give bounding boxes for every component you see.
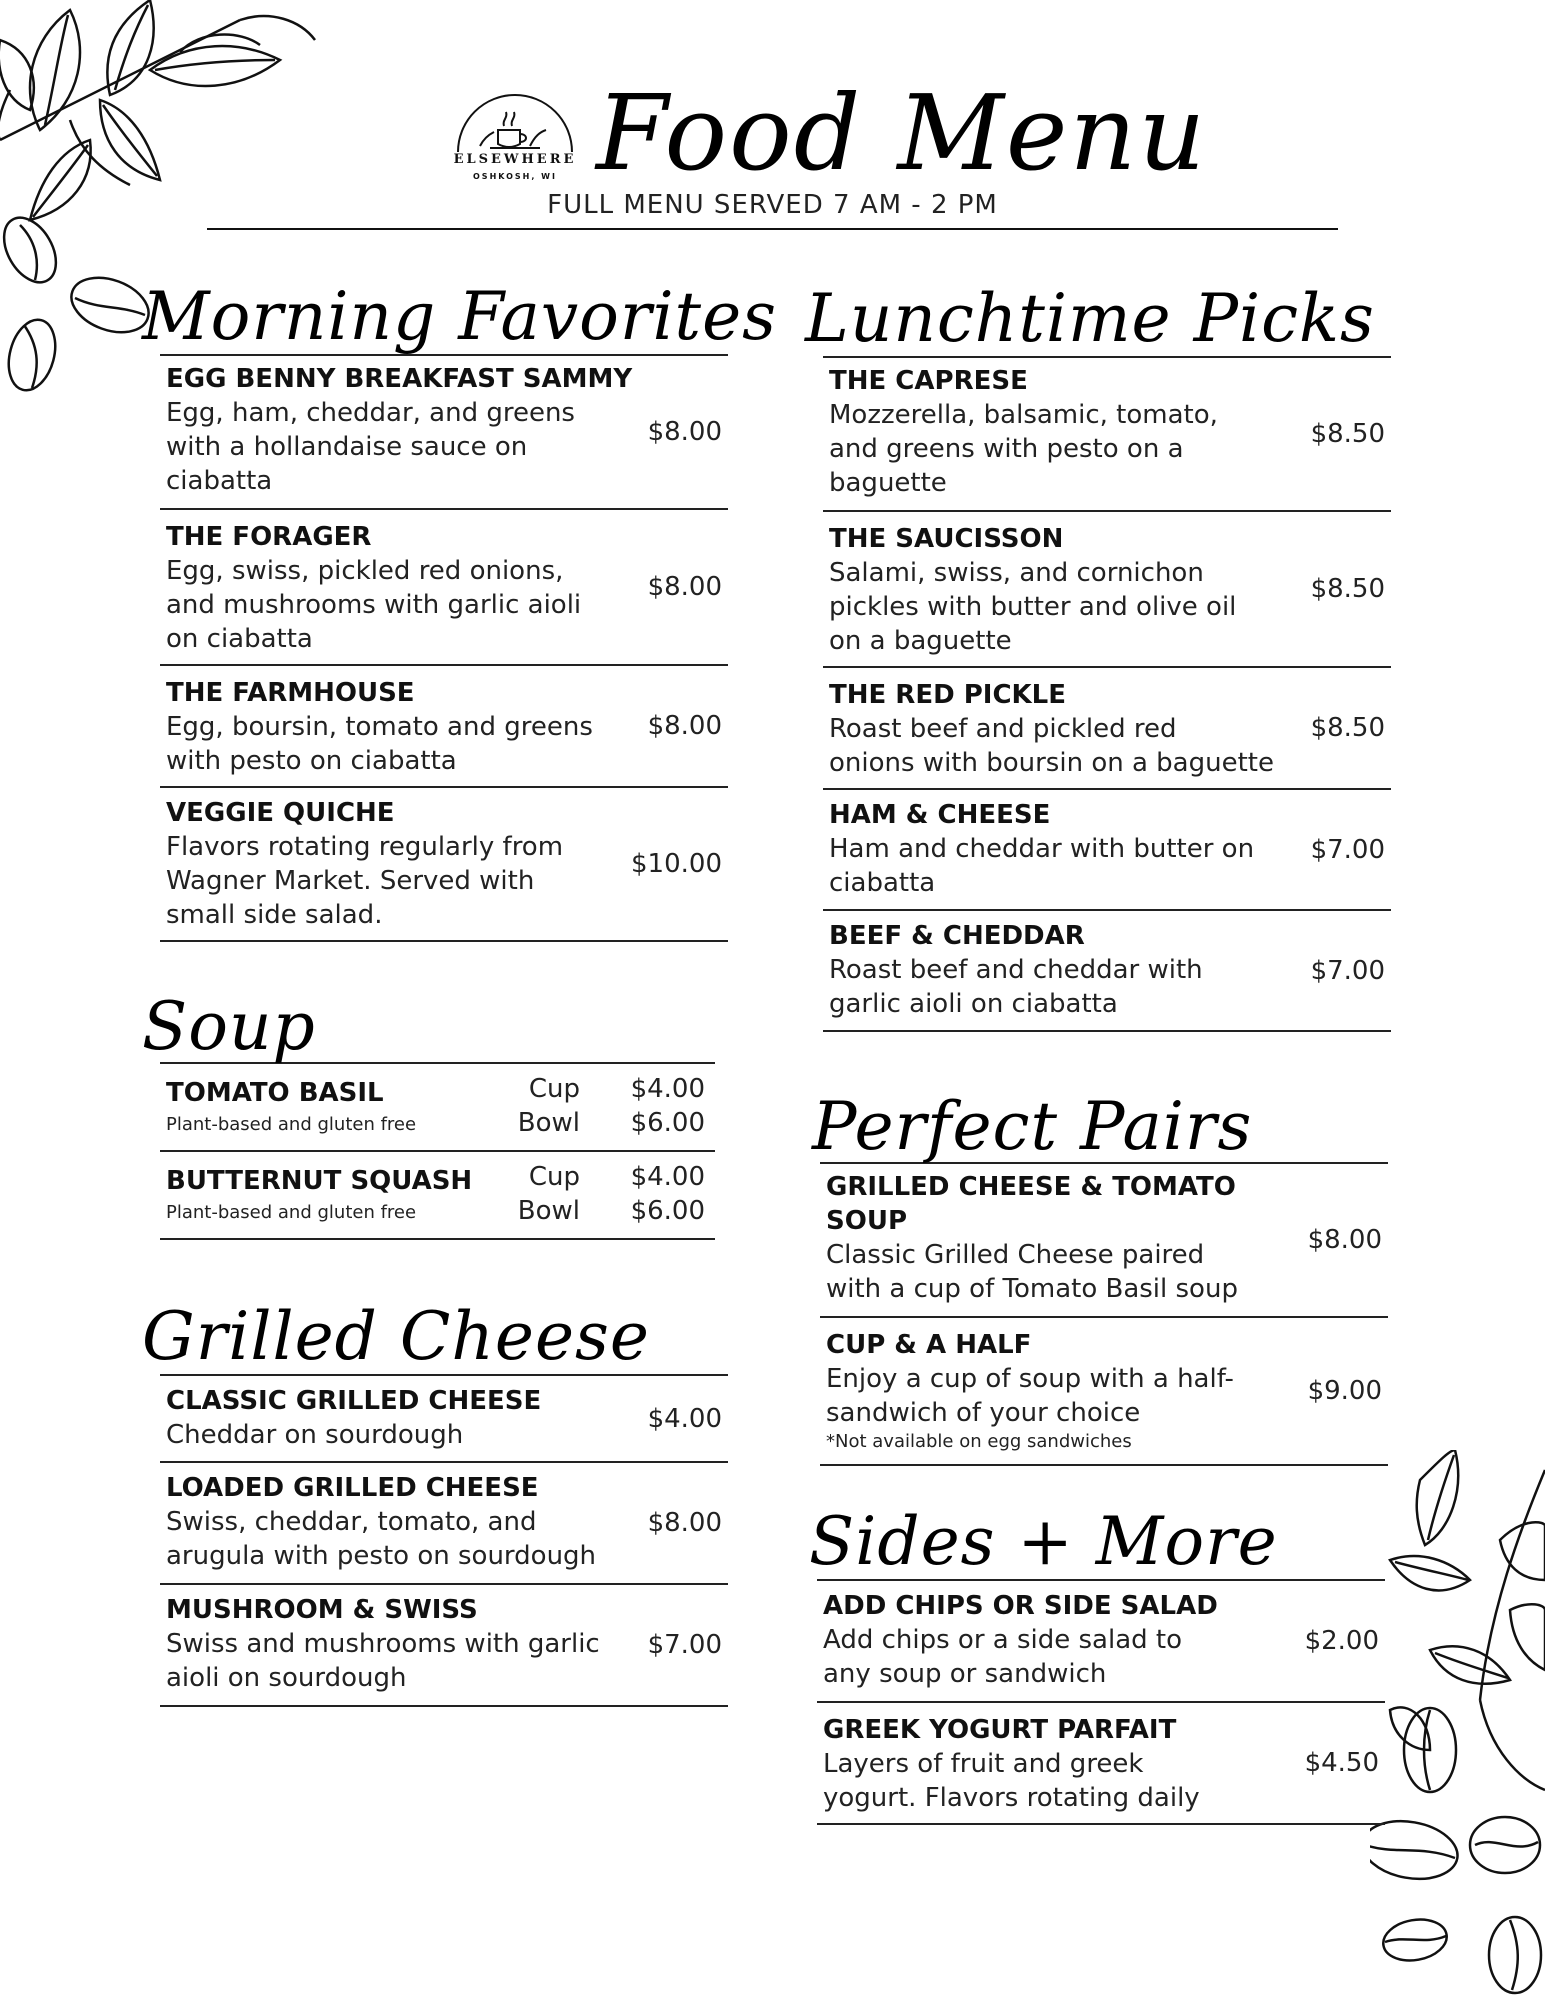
section-title: Grilled Cheese <box>142 1298 650 1375</box>
item-description: Egg, ham, cheddar, and greens <box>166 398 575 428</box>
item-name: MUSHROOM & SWISS <box>166 1595 478 1625</box>
logo-location: OSHKOSH, WI <box>473 172 557 181</box>
item-description: with a cup of Tomato Basil soup <box>826 1274 1238 1304</box>
item-price: $7.00 <box>1310 955 1385 986</box>
item-name: THE SAUCISSON <box>829 524 1064 554</box>
item-description: pickles with butter and olive oil <box>829 592 1237 622</box>
item-note: *Not available on egg sandwiches <box>826 1431 1132 1452</box>
item-description: ciabatta <box>166 466 273 496</box>
item-description: Swiss, cheddar, tomato, and <box>166 1507 537 1537</box>
item-description: Flavors rotating regularly from <box>166 832 564 862</box>
item-note: Plant-based and gluten free <box>166 1202 417 1223</box>
item-name: HAM & CHEESE <box>829 800 1051 830</box>
item-price: $9.00 <box>1307 1376 1382 1406</box>
menu-item <box>817 1703 1385 1825</box>
item-price: $8.50 <box>1310 574 1385 604</box>
item-name: BUTTERNUT SQUASH <box>166 1166 473 1196</box>
item-name: ADD CHIPS OR SIDE SALAD <box>823 1591 1218 1621</box>
item-price: $8.00 <box>647 572 722 602</box>
size-bowl: Bowl <box>517 1108 580 1138</box>
elsewhere-logo <box>450 92 580 192</box>
menu-item <box>823 512 1391 668</box>
section-title: Soup <box>142 988 316 1065</box>
section-title: Perfect Pairs <box>812 1088 1253 1165</box>
item-description: Roast beef and pickled red <box>829 714 1177 744</box>
item-price: $4.00 <box>647 1403 722 1434</box>
menu-item <box>160 510 728 666</box>
menu-item <box>160 666 728 788</box>
item-price: $2.00 <box>1304 1626 1379 1656</box>
item-description: Classic Grilled Cheese paired <box>826 1240 1205 1270</box>
menu-item <box>820 1164 1388 1318</box>
item-description: any soup or sandwich <box>823 1659 1107 1689</box>
menu-item <box>823 668 1391 790</box>
section-grilled-cheese <box>142 1298 728 1707</box>
page-title: Food Menu <box>596 72 1208 194</box>
item-price: $8.50 <box>1310 713 1385 743</box>
section-morning-favorites <box>142 278 778 942</box>
item-description: and mushrooms with garlic aioli <box>166 590 582 620</box>
logo-name: ELSEWHERE <box>453 152 577 167</box>
item-name: VEGGIE QUICHE <box>166 798 395 828</box>
item-description: Salami, swiss, and cornichon <box>829 558 1204 588</box>
section-soup <box>142 988 715 1240</box>
item-name: LOADED GRILLED CHEESE <box>166 1473 539 1503</box>
section-title: Lunchtime Picks <box>805 280 1375 357</box>
section-perfect-pairs <box>812 1088 1388 1466</box>
item-price: $10.00 <box>631 849 722 879</box>
item-description: ciabatta <box>829 868 936 898</box>
item-name: BEEF & CHEDDAR <box>829 921 1085 951</box>
item-name: GREEK YOGURT PARFAIT <box>823 1715 1177 1745</box>
menu-item <box>160 356 728 510</box>
soup-item <box>160 1152 715 1240</box>
item-price: $8.50 <box>1310 419 1385 449</box>
item-description: Egg, boursin, tomato and greens <box>166 712 593 742</box>
item-description: baguette <box>829 468 947 498</box>
item-price: $8.00 <box>647 417 722 447</box>
soup-item <box>160 1064 715 1152</box>
menu-item <box>817 1581 1385 1703</box>
price-cup: $4.00 <box>630 1162 705 1192</box>
item-description: on ciabatta <box>166 624 313 654</box>
item-name: THE FARMHOUSE <box>166 678 415 708</box>
item-description: Egg, swiss, pickled red onions, <box>166 556 564 586</box>
menu-item <box>820 1318 1388 1466</box>
item-price: $4.50 <box>1304 1748 1379 1778</box>
section-title: Sides + More <box>809 1503 1278 1580</box>
item-description: Layers of fruit and greek <box>823 1749 1144 1779</box>
menu-item <box>160 1463 728 1585</box>
item-description: Mozzerella, balsamic, tomato, <box>829 400 1218 430</box>
item-name: CLASSIC GRILLED CHEESE <box>166 1386 542 1416</box>
item-description: with a hollandaise sauce on <box>166 432 528 462</box>
item-price: $8.00 <box>647 711 722 741</box>
item-price: $7.00 <box>647 1630 722 1660</box>
section-lunchtime-picks <box>805 280 1391 1032</box>
item-description: Wagner Market. Served with <box>166 866 535 896</box>
menu-item <box>160 1585 728 1707</box>
item-description: Swiss and mushrooms with garlic <box>166 1629 600 1659</box>
price-cup: $4.00 <box>630 1074 705 1104</box>
item-name: GRILLED CHEESE & TOMATO <box>826 1172 1236 1202</box>
item-description: sandwich of your choice <box>826 1398 1141 1428</box>
item-description: on a baguette <box>829 626 1012 656</box>
leaf-illustration-bottom-right <box>1370 1450 1545 2000</box>
menu-item <box>160 1376 728 1463</box>
section-sides-more <box>809 1503 1385 1825</box>
item-description: Ham and cheddar with butter on <box>829 834 1255 864</box>
item-note: Plant-based and gluten free <box>166 1114 417 1135</box>
item-name: CUP & A HALF <box>826 1330 1032 1360</box>
size-cup: Cup <box>528 1074 580 1104</box>
item-name: THE CAPRESE <box>829 366 1028 396</box>
item-name: EGG BENNY BREAKFAST SAMMY <box>166 364 633 394</box>
item-price: $8.00 <box>1307 1225 1382 1255</box>
item-price: $7.00 <box>1310 834 1385 865</box>
item-description: arugula with pesto on sourdough <box>166 1541 597 1571</box>
item-description: Enjoy a cup of soup with a half- <box>826 1364 1234 1394</box>
menu-item <box>823 790 1391 911</box>
item-name: SOUP <box>826 1206 907 1236</box>
service-hours: FULL MENU SERVED 7 AM - 2 PM <box>547 190 998 220</box>
item-description: small side salad. <box>166 900 383 930</box>
header-divider <box>207 228 1338 230</box>
item-description: garlic aioli on ciabatta <box>829 989 1118 1019</box>
size-bowl: Bowl <box>517 1196 580 1226</box>
item-description: aioli on sourdough <box>166 1663 407 1693</box>
price-bowl: $6.00 <box>630 1196 705 1226</box>
menu-item <box>823 358 1391 512</box>
item-name: THE FORAGER <box>166 522 372 552</box>
section-title: Morning Favorites <box>142 278 778 355</box>
menu-item <box>823 911 1391 1032</box>
size-cup: Cup <box>528 1162 580 1192</box>
item-description: Cheddar on sourdough <box>166 1420 464 1450</box>
item-description: Add chips or a side salad to <box>823 1625 1183 1655</box>
item-description: yogurt. Flavors rotating daily <box>823 1783 1200 1813</box>
item-description: with pesto on ciabatta <box>166 746 457 776</box>
item-name: TOMATO BASIL <box>166 1078 384 1108</box>
item-description: and greens with pesto on a <box>829 434 1184 464</box>
item-description: Roast beef and cheddar with <box>829 955 1203 985</box>
menu-item <box>160 788 728 942</box>
price-bowl: $6.00 <box>630 1108 705 1138</box>
item-price: $8.00 <box>647 1508 722 1538</box>
item-description: onions with boursin on a baguette <box>829 748 1274 778</box>
item-name: THE RED PICKLE <box>829 680 1067 710</box>
